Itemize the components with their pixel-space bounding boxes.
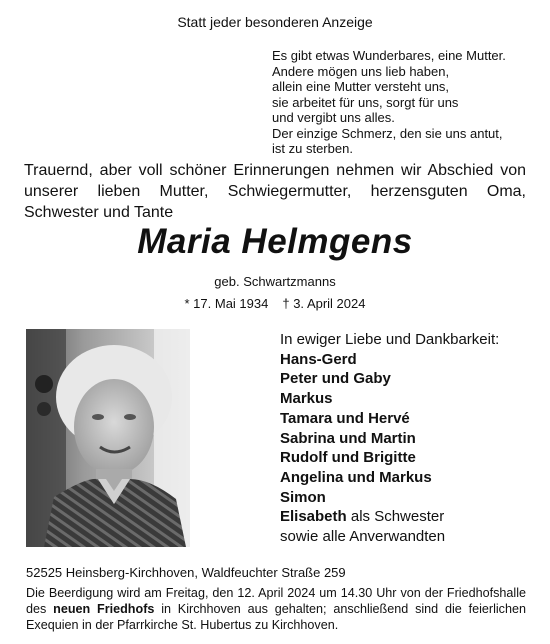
family-address: 52525 Heinsberg-Kirchhoven, Waldfeuchter Straße 259 [26, 565, 346, 580]
poem-line: Der einzige Schmerz, den sie uns antut, [272, 125, 503, 141]
notice-header: Statt jeder besonderen Anzeige [177, 14, 373, 30]
intro-text: Trauernd, aber voll schöner Erinnerungen nehmen wir Abschied von unserer lieben Mutter, Schwiegermutter, herzensguten Oma, Schwester und Tante [24, 162, 526, 221]
mourner-name: Simon [280, 488, 326, 506]
mourner-name: Peter und Gaby [280, 370, 391, 388]
sibling-role: als Schwester [346, 508, 445, 526]
funeral-details [26, 585, 526, 633]
poem-line: ist zu sterben. [272, 141, 353, 156]
mourner-name: Tamara und Hervé [280, 409, 410, 427]
mourner-sibling [280, 507, 499, 527]
mourners-heading: In ewiger Liebe und Dankbarkeit: [280, 331, 500, 348]
sibling-name: Elisabeth [280, 508, 347, 526]
mourners-closing: sowie alle Anverwandten [280, 528, 446, 546]
funeral-text-2: in Kirchhoven aus gehalten; anschließend sind die feierlichen Exequien in der Pfarrkirche St. Hubertus zu Kirchhoven. [26, 602, 526, 632]
death-date: † 3. April 2024 [282, 296, 366, 311]
mourner-name: Hans-Gerd [280, 350, 357, 368]
birth-date: * 17. Mai 1934 [184, 296, 269, 311]
mourner-name: Angelina und Markus [280, 468, 432, 486]
portrait-photo-icon [26, 329, 190, 547]
life-dates [0, 296, 550, 311]
funeral-cemetery: neuen Friedhofs [53, 602, 155, 616]
mourner-name: Rudolf und Brigitte [280, 449, 416, 467]
poem-line: und vergibt uns alles. [272, 110, 395, 125]
poem-line: sie arbeitet für uns, sorgt für uns [272, 94, 459, 110]
mourner-name: Sabrina und Martin [280, 429, 416, 447]
mourner-name: Markus [280, 390, 333, 408]
funeral-text-1: Die Beerdigung wird am Freitag, den 12. April 2024 um 14.30 Uhr von der Friedhofshalle des [26, 586, 526, 616]
poem [272, 48, 506, 157]
poem-line: allein eine Mutter versteht uns, [272, 79, 450, 94]
birth-name: geb. Schwartzmanns [214, 274, 336, 289]
deceased-name: Maria Helmgens [137, 222, 413, 261]
poem-line: Andere mögen uns lieb haben, [272, 63, 450, 79]
poem-line: Es gibt etwas Wunderbares, eine Mutter. [272, 48, 506, 63]
portrait-photo [26, 329, 190, 547]
mourners-list [280, 330, 499, 547]
